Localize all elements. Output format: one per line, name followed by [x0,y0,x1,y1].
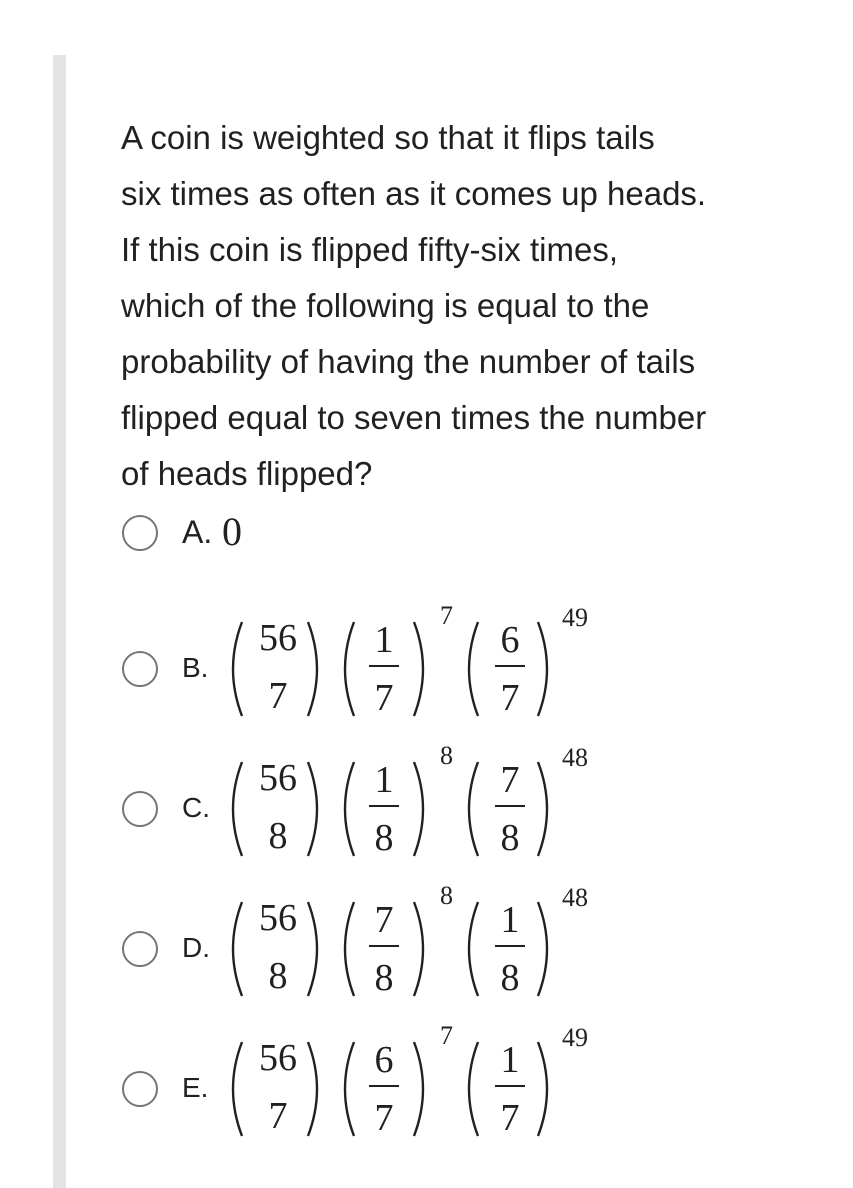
exponent-2: 48 [562,743,588,772]
option-b-radio[interactable] [122,651,158,687]
frac2-right-paren [538,762,547,856]
question-line: A coin is weighted so that it flips tails [121,119,655,156]
option-e-letter: E. [182,1072,209,1103]
frac2-numerator: 6 [500,619,520,661]
question-line: which of the following is equal to the [121,287,650,324]
question-line: flipped equal to seven times the number [121,399,707,436]
math-svg [228,600,588,730]
math-svg [228,740,588,870]
option-a-radio[interactable] [122,515,158,551]
frac1-denominator: 8 [374,817,394,859]
frac2-left-paren [469,762,478,856]
question-line: of heads flipped? [121,455,373,492]
frac2-left-paren [469,1042,478,1136]
option-d-radio[interactable] [122,931,158,967]
binom-right-paren [308,1042,317,1136]
binom-right-paren [308,902,317,996]
frac2-numerator: 7 [500,759,520,801]
exponent-1: 7 [440,1021,453,1050]
binom-left-paren [233,902,242,996]
question-line: six times as often as it comes up heads. [121,175,707,212]
exponent-2: 49 [562,1023,588,1052]
binom-right-paren [308,762,317,856]
option-c-radio[interactable] [122,791,158,827]
frac1-numerator: 7 [374,899,394,941]
frac1-denominator: 8 [374,957,394,999]
frac1-left-paren [345,902,354,996]
frac2-numerator: 1 [500,1039,520,1081]
option-c-expression [228,740,588,870]
frac2-right-paren [538,902,547,996]
exponent-1: 8 [440,741,453,770]
option-a-value: 0 [222,509,242,554]
question-line: probability of having the number of tails [121,343,696,380]
binom-bottom: 8 [268,815,288,857]
option-d-letter: D. [182,932,210,963]
frac1-right-paren [414,622,423,716]
exponent-2: 48 [562,883,588,912]
exponent-1: 8 [440,881,453,910]
question-line: If this coin is flipped fifty-six times, [121,231,618,268]
frac1-left-paren [345,622,354,716]
binom-right-paren [308,622,317,716]
frac1-numerator: 1 [374,759,394,801]
question-text [121,110,811,502]
option-e-expression [228,1020,588,1150]
frac1-denominator: 7 [374,677,394,719]
frac2-denominator: 8 [500,957,520,999]
binom-top: 56 [259,1037,297,1079]
exponent-2: 49 [562,603,588,632]
frac1-right-paren [414,1042,423,1136]
frac1-left-paren [345,1042,354,1136]
binom-top: 56 [259,897,297,939]
frac2-right-paren [538,622,547,716]
binom-top: 56 [259,757,297,799]
binom-bottom: 7 [268,1095,288,1137]
option-a-letter: A. [182,514,213,550]
binom-top: 56 [259,617,297,659]
option-b-letter: B. [182,652,209,683]
frac2-denominator: 7 [500,677,520,719]
frac2-left-paren [469,902,478,996]
frac2-denominator: 8 [500,817,520,859]
binom-left-paren [233,622,242,716]
binom-bottom: 7 [268,675,288,717]
frac1-left-paren [345,762,354,856]
frac1-numerator: 6 [374,1039,394,1081]
frac1-numerator: 1 [374,619,394,661]
math-svg [228,1020,588,1150]
frac2-numerator: 1 [500,899,520,941]
frac2-right-paren [538,1042,547,1136]
option-d-expression [228,880,588,1010]
frac1-denominator: 7 [374,1097,394,1139]
option-c-letter: C. [182,792,210,823]
exponent-1: 7 [440,601,453,630]
binom-bottom: 8 [268,955,288,997]
binom-left-paren [233,1042,242,1136]
frac1-right-paren [414,902,423,996]
left-accent-bar [53,55,66,1188]
frac2-left-paren [469,622,478,716]
math-svg [228,880,588,1010]
option-b-expression [228,600,588,730]
frac1-right-paren [414,762,423,856]
binom-left-paren [233,762,242,856]
frac2-denominator: 7 [500,1097,520,1139]
option-e-radio[interactable] [122,1071,158,1107]
